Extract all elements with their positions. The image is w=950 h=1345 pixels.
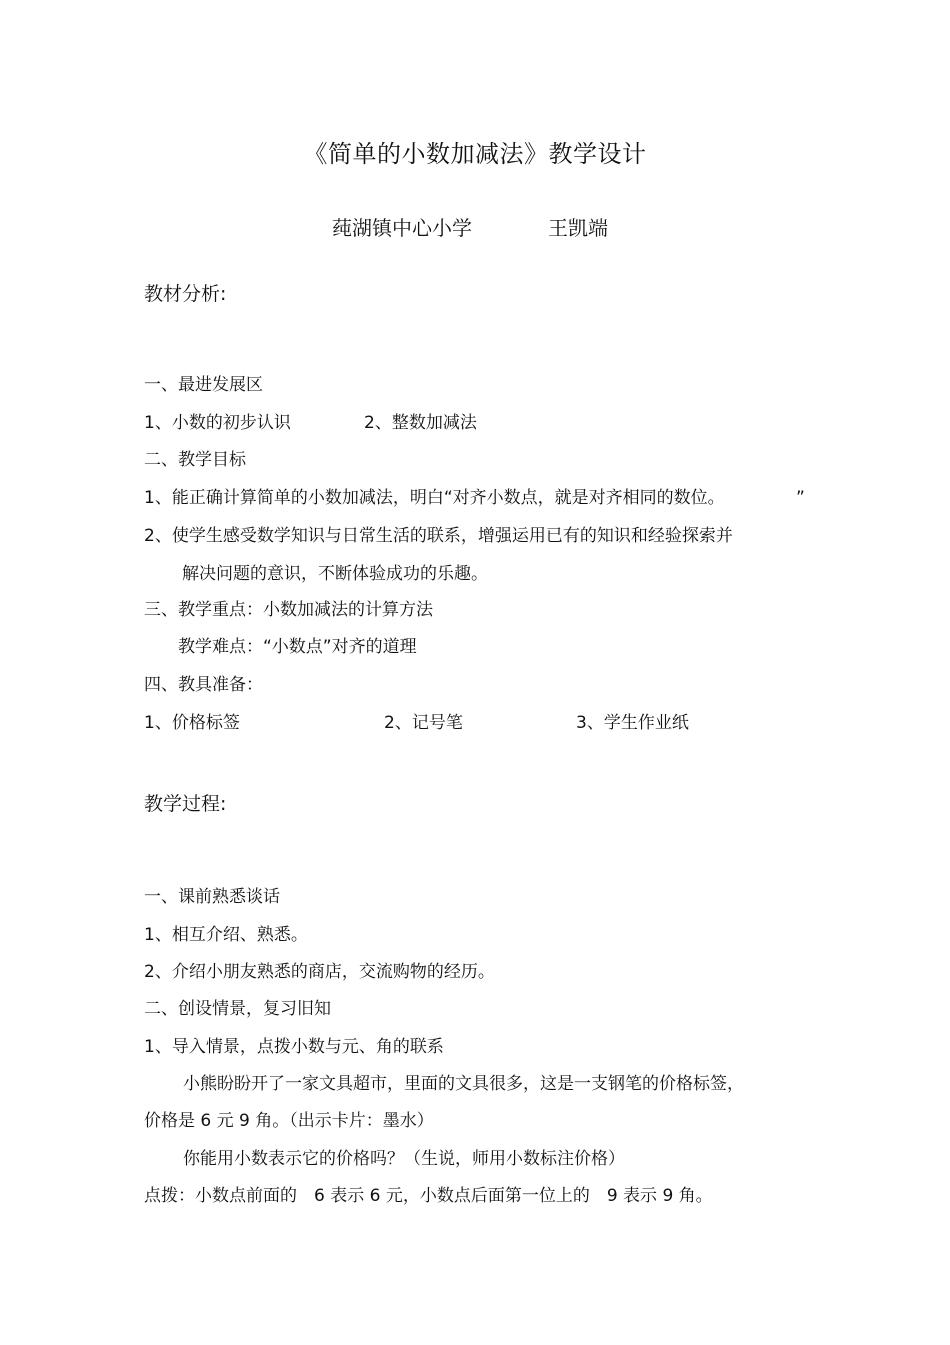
tools-heading: 四、教具准备： xyxy=(144,675,263,695)
section-1-item-2: 2、介绍小朋友熟悉的商店，交流购物的经历。 xyxy=(144,962,495,982)
author-name: 王凯端 xyxy=(548,216,608,240)
zone-heading: 一、最进发展区 xyxy=(144,375,263,395)
paragraph-1-line-1: 小熊盼盼开了一家文具超市，里面的文具很多，这是一支钢笔的价格标签， xyxy=(183,1074,744,1094)
section-1-heading: 一、课前熟悉谈话 xyxy=(144,887,280,907)
paragraph-3: 点拨：小数点前面的 6 表示 6 元，小数点后面第一位上的 9 表示 9 角。 xyxy=(144,1186,713,1206)
goals-heading: 二、教学目标 xyxy=(144,450,246,470)
zone-item-2: 2、整数加减法 xyxy=(364,413,477,433)
process-heading: 教学过程: xyxy=(144,793,227,815)
tool-item-3: 3、学生作业纸 xyxy=(576,713,689,733)
goal-1: 1、能正确计算简单的小数加减法，明白“对齐小数点，就是对齐相同的数位。 xyxy=(144,488,725,508)
document-title: 《简单的小数加减法》教学设计 xyxy=(303,140,647,168)
goal-1-closing-quote: ” xyxy=(796,488,805,508)
key-point: 三、教学重点：小数加减法的计算方法 xyxy=(144,600,433,620)
section-1-item-1: 1、相互介绍、熟悉。 xyxy=(144,925,308,945)
section-2-item-1: 1、导入情景，点拨小数与元、角的联系 xyxy=(144,1037,444,1057)
author-school: 莼湖镇中心小学 xyxy=(332,216,472,240)
zone-item-1: 1、小数的初步认识 xyxy=(144,413,291,433)
goal-2-line-1: 2、使学生感受数学知识与日常生活的联系，增强运用已有的知识和经验探索并 xyxy=(144,526,733,546)
paragraph-1-line-2: 价格是 6 元 9 角。（出示卡片：墨水） xyxy=(144,1111,434,1131)
difficulty: 教学难点：“小数点”对齐的道理 xyxy=(178,637,417,657)
tool-item-1: 1、价格标签 xyxy=(144,713,240,733)
tool-item-2: 2、记号笔 xyxy=(384,713,463,733)
goal-2-line-2: 解决问题的意识，不断体验成功的乐趣。 xyxy=(182,564,488,584)
section-2-heading: 二、创设情景，复习旧知 xyxy=(144,999,331,1019)
material-analysis-heading: 教材分析: xyxy=(144,283,227,305)
paragraph-2: 你能用小数表示它的价格吗？（生说，师用小数标注价格） xyxy=(183,1149,625,1169)
